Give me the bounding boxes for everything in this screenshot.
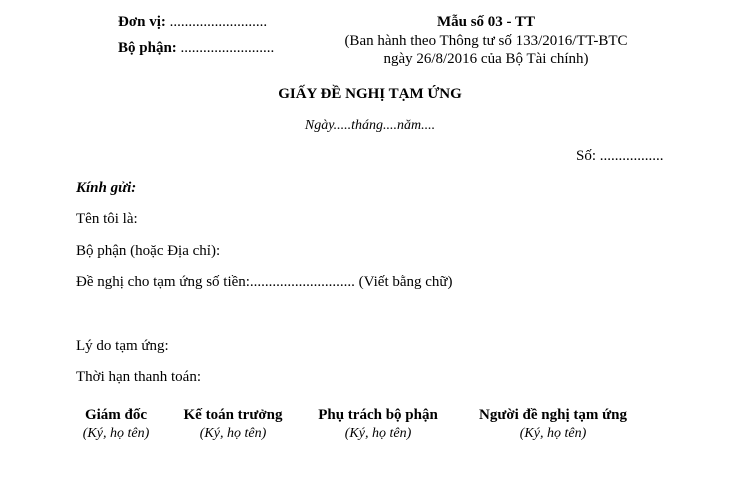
unit-label: Đơn vị: <box>118 14 166 30</box>
form-number: Mẫu số 03 - TT <box>436 14 536 30</box>
signature-requester <box>466 407 640 442</box>
payment-deadline-field: Thời hạn thanh toán: <box>76 369 201 385</box>
dept-dots: ......................... <box>176 40 275 56</box>
signature-note: (Ký, họ tên) <box>344 426 412 441</box>
issued-line-1: (Ban hành theo Thông tư số 133/2016/TT-BTC <box>344 33 628 49</box>
signature-director <box>66 407 166 442</box>
reason-field: Lý do tạm ứng: <box>76 338 169 354</box>
dept-label: Bộ phận: <box>118 40 177 56</box>
kinh-gui-label: Kính gửi: <box>76 180 137 196</box>
signature-note: (Ký, họ tên) <box>82 426 150 441</box>
document-number: Số: ................. <box>576 148 664 164</box>
signature-title: Giám đốc <box>84 407 148 423</box>
document-title: GIẤY ĐỀ NGHỊ TẠM ỨNG <box>278 86 462 102</box>
signature-dept-head <box>302 407 454 442</box>
signature-title: Người đề nghị tạm ứng <box>479 407 627 423</box>
department-field: Bộ phận (hoặc Địa chỉ): <box>76 243 221 259</box>
applicant-name-field: Tên tôi là: <box>76 211 138 227</box>
unit-line <box>118 14 267 31</box>
signature-note: (Ký, họ tên) <box>199 426 267 441</box>
dept-line <box>118 40 274 57</box>
signature-title: Phụ trách bộ phận <box>318 407 438 423</box>
signature-title: Kế toán trưởng <box>183 407 283 423</box>
amount-request-field: Đề nghị cho tạm ứng số tiền:............................ (Viết bằng chữ) <box>76 274 453 290</box>
signature-chief-accountant <box>168 407 298 442</box>
date-line: Ngày.....tháng....năm.... <box>304 118 436 133</box>
unit-dots: .......................... <box>165 14 268 30</box>
issued-line-2: ngày 26/8/2016 của Bộ Tài chính) <box>383 51 589 67</box>
signature-note: (Ký, họ tên) <box>519 426 587 441</box>
